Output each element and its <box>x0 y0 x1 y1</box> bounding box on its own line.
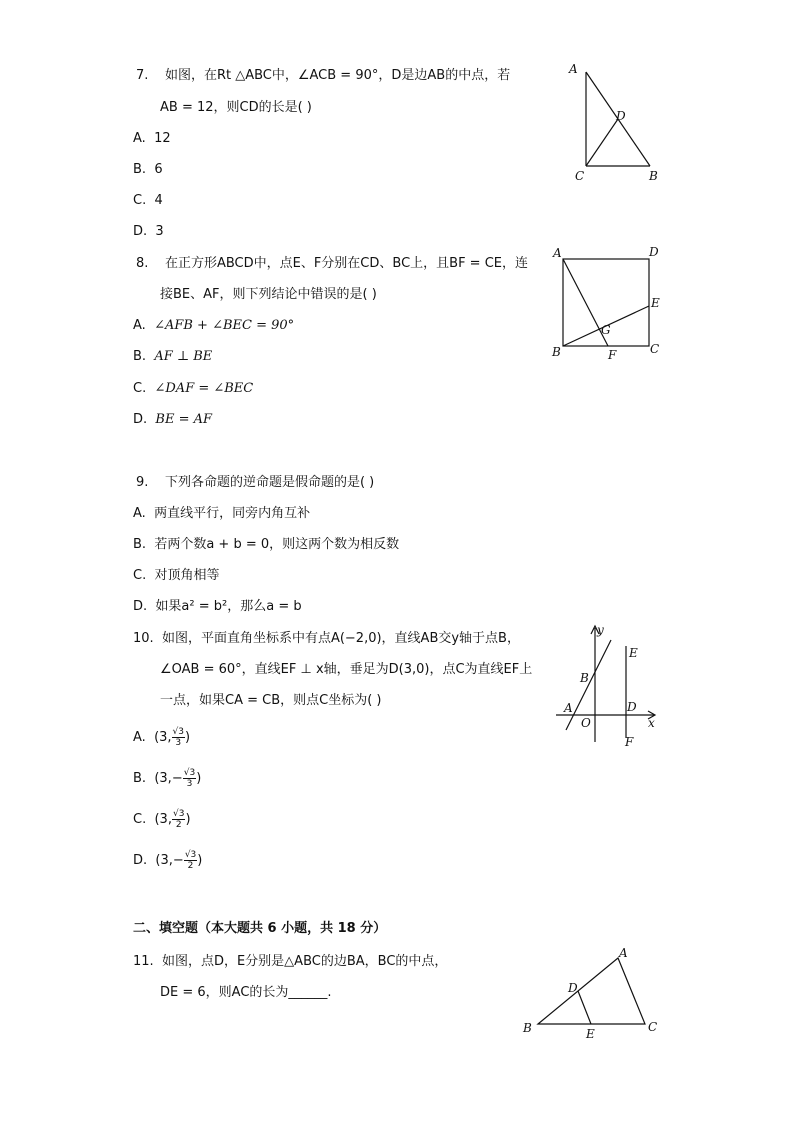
q7-triangle-figure <box>560 58 670 188</box>
q9-option-a[interactable]: A. 两直线平行，同旁内角互补 <box>133 506 311 521</box>
q10-option-d[interactable]: D. (3,− $\frac{√3}{2}$ ) <box>133 850 203 871</box>
q10-label-e: E <box>629 646 638 660</box>
q8-label-g: G <box>601 323 611 337</box>
q8-number: 8. <box>136 256 149 271</box>
section2-title: 二、填空题（本大题共 6 小题，共 18 分） <box>133 921 387 936</box>
q9-number: 9. <box>136 475 149 490</box>
q8-label-d: D <box>649 245 659 259</box>
q9-option-c[interactable]: C. 对顶角相等 <box>133 568 220 583</box>
q7-stem-text1: 如图，在Rt △ABC中，∠ACB = 90°，D是边AB的中点，若 <box>164 68 511 83</box>
q8-option-d[interactable]: D. BE = AF <box>133 412 213 427</box>
q10-label-f: F <box>625 735 634 749</box>
q8-stem-line2: 接BE、AF，则下列结论中错误的是( ) <box>160 287 377 302</box>
q7-option-d[interactable]: D. 3 <box>133 224 164 239</box>
q10-stem-line3: 一点，如果CA = CB，则点C坐标为( ) <box>160 693 382 708</box>
q10-label-d: D <box>627 700 637 714</box>
q10-label-a: A <box>564 701 573 715</box>
q10-option-c[interactable]: C. (3, $\frac{√3}{2}$ ) <box>133 809 191 830</box>
q7-option-c[interactable]: C. 4 <box>133 193 163 208</box>
q7-label-b: B <box>649 169 658 183</box>
q11-triangle-figure <box>518 938 668 1043</box>
q8-label-b: B <box>552 345 561 359</box>
q9-option-d[interactable]: D. 如果a² = b²，那么a = b <box>133 599 302 614</box>
q8-square-figure <box>545 240 675 365</box>
q10-stem-line2: ∠OAB = 60°，直线EF ⊥ x轴，垂足为D(3,0)，点C为直线EF上 <box>160 662 533 677</box>
q8-option-b[interactable]: B. AF ⊥ BE <box>133 349 213 364</box>
q11-number: 11. <box>133 954 154 969</box>
q7-number: 7. <box>136 68 149 83</box>
q10-label-o: O <box>581 716 591 730</box>
q7-stem-line2: AB = 12，则CD的长是( ) <box>160 100 312 115</box>
q8-option-c[interactable]: C. ∠DAF = ∠BEC <box>133 381 254 396</box>
q8-label-f: F <box>608 348 617 362</box>
q7-option-b[interactable]: B. 6 <box>133 162 163 177</box>
q11-label-b: B <box>523 1021 532 1035</box>
q7-stem-line1 <box>136 67 510 85</box>
q9-option-b[interactable]: B. 若两个数a + b = 0，则这两个数为相反数 <box>133 537 400 552</box>
q7-label-c: C <box>575 169 585 183</box>
q8-label-c: C <box>650 342 660 356</box>
q10-label-x: x <box>648 716 655 730</box>
q10-stem-line1: 10. 如图，平面直角坐标系中有点A(−2,0)，直线AB交y轴于点B， <box>133 631 520 646</box>
q10-option-a[interactable]: A. (3, $\frac{√3}{3}$ ) <box>133 727 191 748</box>
q11-label-a: A <box>619 946 628 960</box>
q7-label-d: D <box>616 109 626 123</box>
q7-label-a: A <box>569 62 578 76</box>
q10-number: 10. <box>133 631 154 646</box>
q7-option-a[interactable]: A. 12 <box>133 131 171 146</box>
q8-option-a[interactable]: A. ∠AFB + ∠BEC = 90° <box>133 318 295 333</box>
q11-stem-line2: DE = 6，则AC的长为______. <box>160 985 332 1000</box>
q8-label-e: E <box>651 296 660 310</box>
q10-coordinate-figure <box>550 620 665 750</box>
q8-label-a: A <box>553 246 562 260</box>
q10-label-b: B <box>580 671 589 685</box>
q10-label-y: y <box>597 623 604 637</box>
q11-stem-line1: 11. 如图，点D，E分别是△ABC的边BA，BC的中点， <box>133 954 448 969</box>
q10-option-b[interactable]: B. (3,− $\frac{√3}{3}$ ) <box>133 768 202 789</box>
q8-stem-line1: 8. 在正方形ABCD中，点E、F分别在CD、BC上，且BF = CE，连 <box>136 256 528 271</box>
q9-stem: 9. 下列各命题的逆命题是假命题的是( ) <box>136 475 375 490</box>
q11-label-e: E <box>586 1027 595 1041</box>
q11-label-d: D <box>568 981 578 995</box>
q11-label-c: C <box>648 1020 658 1034</box>
